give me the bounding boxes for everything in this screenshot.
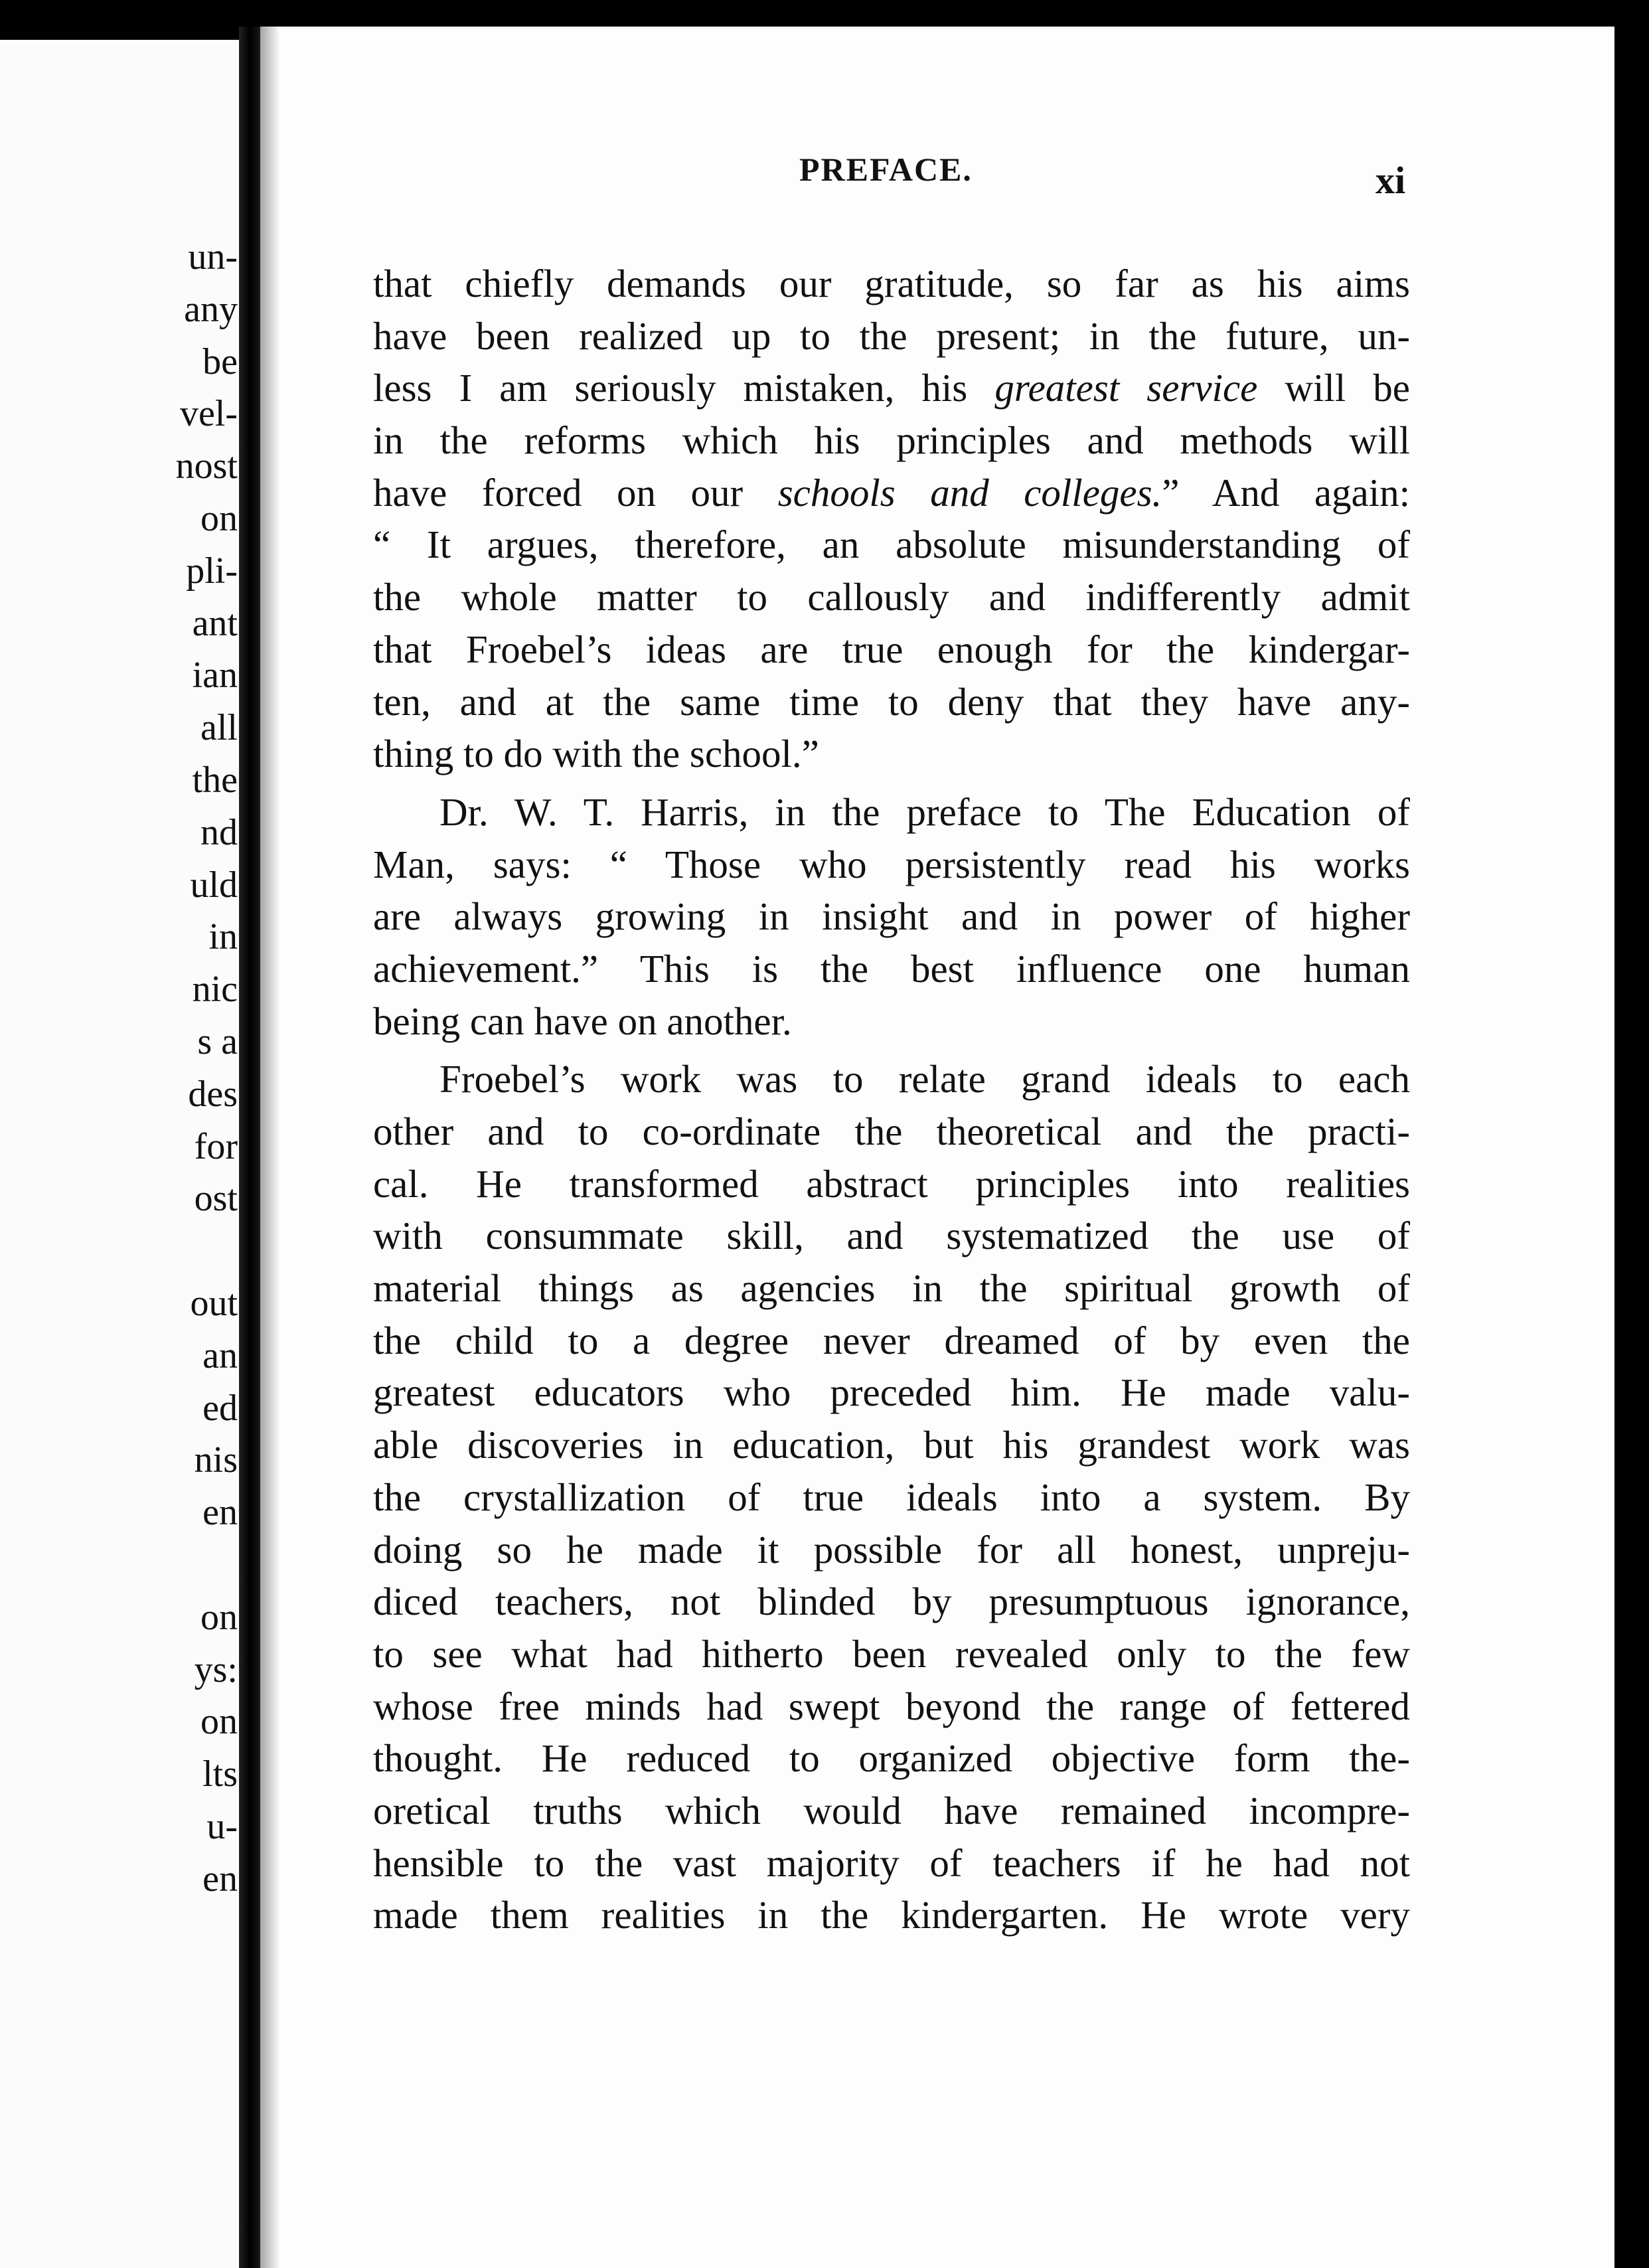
left-page-fragment: vel- [179,393,238,435]
left-page-fragment: nost [175,446,238,487]
text-line: thought. He reduced to organized objective form the- [373,1736,1410,1781]
text-line: achievement.” This is the best influence one human [373,946,1410,991]
text-line: Man, says: “ Those who persistently read his works [373,842,1410,886]
text-line: ten, and at the same time to deny that they have any- [373,679,1410,724]
body-text [373,258,1410,1941]
text-line: being can have on another. [373,999,792,1043]
left-page-fragment: nic [192,969,238,1011]
left-page-fragment: be [202,341,238,382]
text-line: Froebel’s work was to relate grand ideals to each [439,1057,1410,1101]
text-line: that Froebel’s ideas are true enough for the kindergar- [373,627,1410,671]
text-line: to see what had hitherto been revealed only to the few [373,1631,1410,1676]
text-line: diced teachers, not blinded by presumptuous ignorance, [373,1580,1410,1624]
left-page-fragment: s a [197,1020,238,1062]
text-line: with consummate skill, and systematized the use of [373,1214,1410,1258]
text-line: greatest educators who preceded him. He made valu- [373,1370,1410,1415]
text-line: the child to a degree never dreamed of by even the [373,1318,1410,1362]
text-line: doing so he made it possible for all honest, unpreju- [373,1527,1410,1572]
left-page-fragment: in [208,916,238,958]
left-page-fragment: on [200,1701,238,1743]
left-page-fragment: on [200,1596,238,1638]
left-page-fragment: ant [192,602,238,644]
text-line: the whole matter to callously and indifferently admit [373,575,1410,619]
text-line: hensible to the vast majority of teachers if he had not [373,1840,1410,1885]
text-line: in the reforms which his principles and methods will [373,418,1410,463]
left-page-fragment: ed [202,1387,238,1429]
left-page-fragment: out [190,1282,238,1324]
left-page-fragment: an [202,1335,238,1376]
text-line: material things as agencies in the spiritual growth of [373,1266,1410,1311]
text-line: the crystallization of true ideals into a system. By [373,1475,1410,1519]
text-line: oretical truths which would have remained incompre- [373,1788,1410,1832]
page-gutter-shadow [260,27,280,2268]
left-page-fragment: ys: [194,1649,238,1690]
text-line: have been realized up to the present; in the future, un- [373,313,1410,358]
book-page [260,27,1614,2268]
text-line: Dr. W. T. Harris, in the preface to The Education of [439,789,1410,834]
left-page-fragment: ost [194,1178,238,1220]
left-page-fragment: lts [202,1753,238,1795]
italic-phrase: schools and colleges. [777,470,1162,515]
text-line: are always growing in insight and in power of higher [373,894,1410,939]
left-page-fragment: uld [190,864,238,906]
left-page-fragment: the [192,759,238,801]
left-page-fragment: des [188,1073,238,1115]
text-line: cal. He transformed abstract principles into realities [373,1161,1410,1206]
left-page-fragment: on [200,497,238,539]
text-line: that chiefly demands our gratitude, so far as his aims [373,262,1410,305]
left-page-fragment: nd [200,811,238,853]
left-page-fragment: nis [194,1439,238,1481]
left-page-fragment: any [184,288,238,330]
text-line: whose free minds had swept beyond the range of fettered [373,1684,1410,1728]
page-number: xi [1375,159,1406,202]
left-page-fragment [176,1539,238,1591]
left-page-fragment: pli- [186,550,238,592]
text-line: less I am seriously mistaken, his greatest service will be [373,366,1410,410]
text-line: have forced on our schools and colleges.” And again: [373,470,1411,515]
italic-phrase: greatest service [994,366,1258,410]
running-head-title: PREFACE. [799,151,973,188]
running-head [260,150,1614,203]
left-page-fragment: all [200,707,238,749]
left-page-fragment: en [202,1858,238,1900]
left-page-fragment: en [202,1492,238,1534]
left-page-fragment: un- [188,236,238,278]
text-line: able discoveries in education, but his grandest work was [373,1423,1410,1467]
left-page-text-fragments [176,231,238,1905]
left-page-fragment: for [194,1125,238,1167]
left-page-fragment [176,1225,238,1277]
left-page-fragment: ian [192,655,238,696]
text-line: thing to do with the school.” [373,732,819,776]
left-page-fragment: u- [206,1805,238,1847]
text-line: made them realities in the kindergarten. He wrote very [373,1893,1410,1937]
text-line: “ It argues, therefore, an absolute misunderstanding of [373,523,1410,567]
scan-border [1614,27,1649,2268]
text-line: other and to co-ordinate the theoretical and the practi- [373,1109,1410,1153]
left-facing-page [0,40,247,2268]
